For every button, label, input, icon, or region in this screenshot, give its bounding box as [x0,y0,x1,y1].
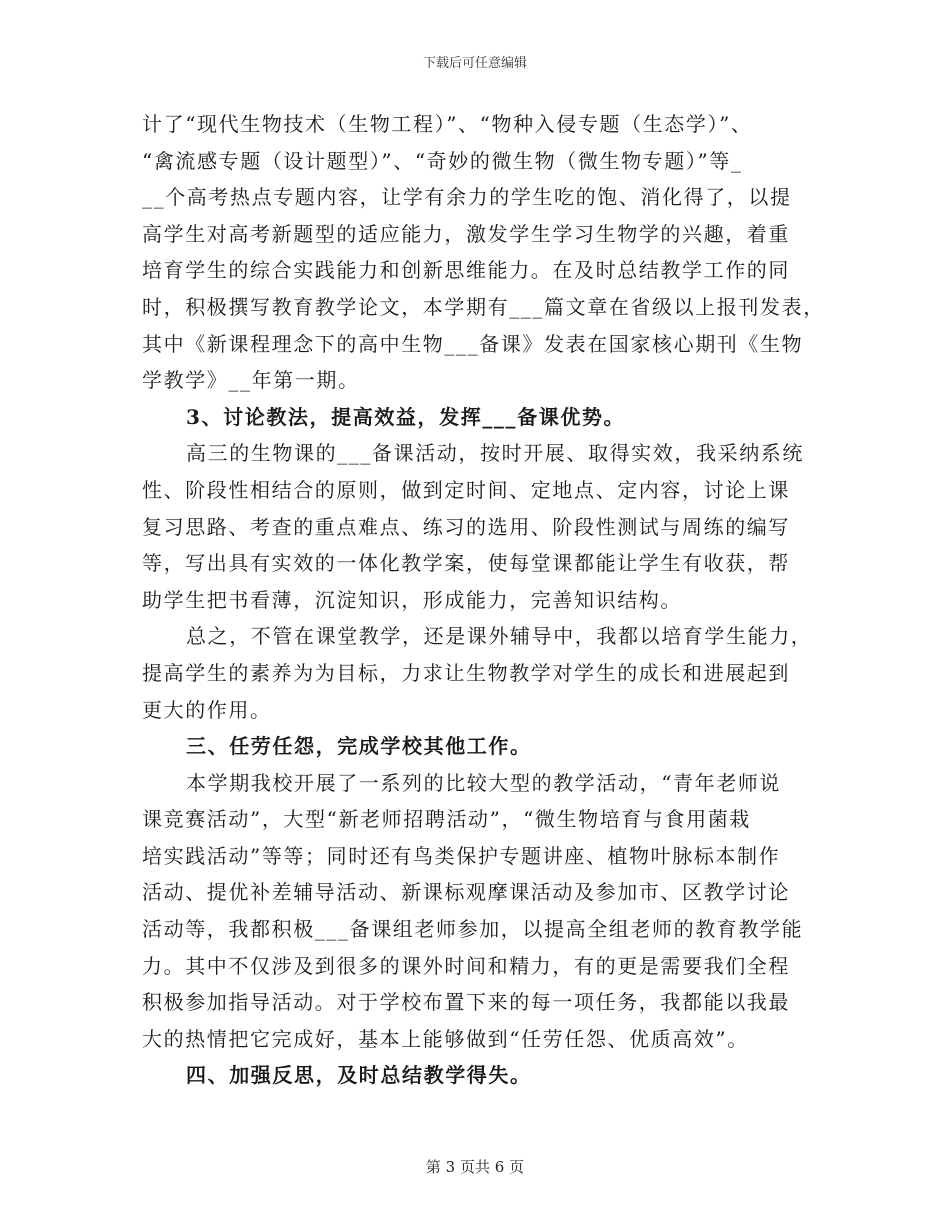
text-line: 助学生把书看薄，沉淀知识，形成能力，完善知识结构。 [142,587,682,612]
text-line: 培实践活动”等等；同时还有鸟类保护专题讲座、植物叶脉标本制作 [142,843,781,868]
text-line: 性、阶段性相结合的原则，做到定时间、定地点、定内容，讨论上课 [142,477,790,502]
text-line: 其中《新课程理念下的高中生物___备课》发表在国家核心期刊《生物 [142,331,804,356]
text-line: 积极参加指导活动。对于学校布置下来的每一项任务，我都能以我最 [142,990,790,1015]
text-line: 培育学生的综合实践能力和创新思维能力。在及时总结教学工作的同 [142,258,790,283]
text-line: 高学生对高考新题型的适应能力，激发学生学习生物学的兴趣，着重 [142,221,790,246]
page-footer: 第 3 页共 6 页 [425,1158,525,1176]
document-body [142,106,825,1094]
text-line: 课竞赛活动”，大型“新老师招聘活动”，“微生物培育与食用菌栽 [142,807,751,832]
page-header: 下载后可任意编辑 [422,56,527,71]
text-line: __个高考热点专题内容，让学有余力的学生吃的饱、消化得了，以提 [142,185,792,210]
paragraph-first-line: 本学期我校开展了一系列的比较大型的教学活动，“青年老师说 [186,770,782,795]
text-line: “禽流感专题（设计题型）”、“奇妙的微生物（微生物专题）”等_ [142,148,743,173]
section-heading: 三、任劳任怨，完成学校其他工作。 [186,734,532,759]
section-heading: 3、讨论教法，提高效益，发挥___备课优势。 [186,404,626,429]
text-line: 大的热情把它完成好，基本上能够做到“任劳任怨、优质高效”。 [142,1026,749,1051]
paragraph-first-line: 高三的生物课的___备课活动，按时开展、取得实效，我采纳系统 [186,441,804,466]
text-line: 复习思路、考查的重点难点、练习的选用、阶段性测试与周练的编写 [142,514,790,539]
paragraph-first-line: 总之，不管在课堂教学，还是课外辅导中，我都以培育学生能力， [186,624,813,649]
text-line: 活动、提优补差辅导活动、新课标观摩课活动及参加市、区教学讨论 [142,880,790,905]
text-line: 学教学》__年第一期。 [142,368,360,393]
text-line: 更大的作用。 [142,697,272,722]
text-line: 时，积极撰写教育教学论文，本学期有___篇文章在省级以上报刊发表， [142,294,825,319]
section-heading: 四、加强反思，及时总结教学得失。 [186,1063,532,1088]
text-line: 提高学生的素养为为目标，力求让生物教学对学生的成长和进展起到 [142,660,790,685]
text-line: 计了“现代生物技术（生物工程）”、“物种入侵专题（生态学）”、 [142,112,753,136]
text-line: 活动等，我都积极___备课组老师参加，以提高全组老师的教育教学能 [142,917,804,942]
text-line: 力。其中不仅涉及到很多的课外时间和精力，有的更是需要我们全程 [142,953,790,978]
text-line: 等，写出具有实效的一体化教学案，使每堂课都能让学生有收获，帮 [142,551,790,576]
